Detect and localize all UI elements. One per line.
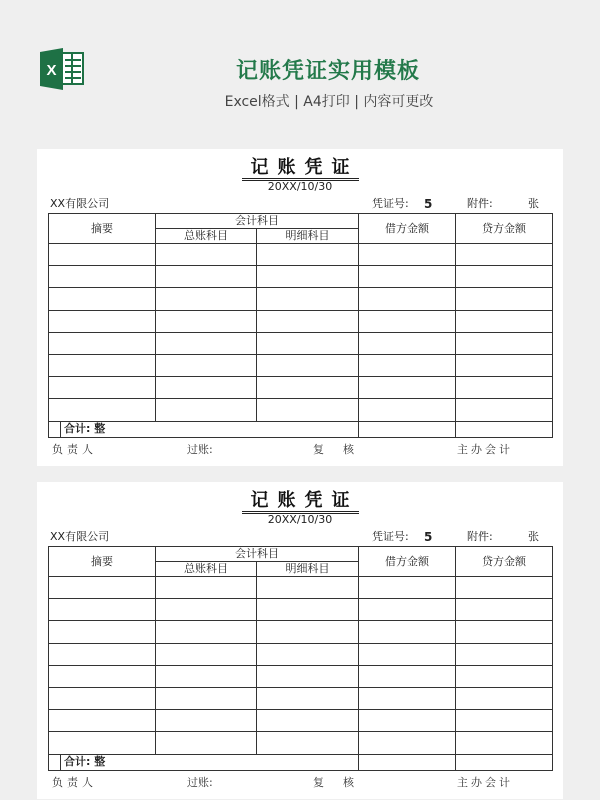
company-name: XX有限公司 <box>50 197 110 210</box>
total-debit[interactable] <box>359 754 456 770</box>
cell-detail-account[interactable] <box>257 310 359 332</box>
col-header-account-subject: 会计科目 <box>156 214 359 229</box>
cell-detail-account[interactable] <box>257 687 359 709</box>
footer-review-1: 复 <box>313 443 324 456</box>
cell-debit[interactable] <box>359 332 456 354</box>
cell-debit[interactable] <box>359 377 456 399</box>
cell-credit[interactable] <box>456 577 553 599</box>
attachment-label: 附件: <box>467 530 493 543</box>
cell-summary[interactable] <box>49 643 156 665</box>
cell-detail-account[interactable] <box>257 399 359 421</box>
voucher-no-value: 5 <box>424 530 433 544</box>
cell-detail-account[interactable] <box>257 332 359 354</box>
cell-credit[interactable] <box>456 288 553 310</box>
cell-debit[interactable] <box>359 354 456 376</box>
company-name: XX有限公司 <box>50 530 110 543</box>
cell-credit[interactable] <box>456 399 553 421</box>
cell-general-ledger[interactable] <box>156 621 257 643</box>
cell-debit[interactable] <box>359 643 456 665</box>
voucher-table <box>48 213 553 438</box>
cell-general-ledger[interactable] <box>156 244 257 266</box>
col-header-credit: 贷方金额 <box>456 547 553 577</box>
table-row <box>49 621 553 643</box>
total-credit[interactable] <box>456 421 553 437</box>
cell-summary[interactable] <box>49 687 156 709</box>
footer-review-2: 核 <box>343 776 354 789</box>
cell-summary[interactable] <box>49 244 156 266</box>
cell-debit[interactable] <box>359 710 456 732</box>
voucher-date: 20XX/10/30 <box>267 180 333 193</box>
cell-summary[interactable] <box>49 310 156 332</box>
cell-credit[interactable] <box>456 332 553 354</box>
cell-credit[interactable] <box>456 354 553 376</box>
col-header-general-ledger: 总账科目 <box>156 562 257 577</box>
footer-chief-accountant: 主办会计 <box>457 776 513 789</box>
col-header-general-ledger: 总账科目 <box>156 229 257 244</box>
page-subtitle: Excel格式 | A4打印 | 内容可更改 <box>224 94 434 110</box>
col-header-debit: 借方金额 <box>359 214 456 244</box>
table-row <box>49 577 553 599</box>
cell-credit[interactable] <box>456 621 553 643</box>
footer-review-2: 核 <box>343 443 354 456</box>
cell-general-ledger[interactable] <box>156 665 257 687</box>
table-row <box>49 332 553 354</box>
total-row <box>49 754 553 770</box>
cell-debit[interactable] <box>359 577 456 599</box>
cell-detail-account[interactable] <box>257 643 359 665</box>
cell-general-ledger[interactable] <box>156 732 257 754</box>
total-label-cell <box>49 421 359 437</box>
cell-credit[interactable] <box>456 643 553 665</box>
cell-credit[interactable] <box>456 665 553 687</box>
voucher-date: 20XX/10/30 <box>267 513 333 526</box>
cell-summary[interactable] <box>49 599 156 621</box>
table-row <box>49 599 553 621</box>
cell-debit[interactable] <box>359 732 456 754</box>
cell-detail-account[interactable] <box>257 577 359 599</box>
voucher-no-label: 凭证号: <box>372 530 409 543</box>
cell-debit[interactable] <box>359 687 456 709</box>
cell-detail-account[interactable] <box>257 244 359 266</box>
table-row <box>49 354 553 376</box>
cell-general-ledger[interactable] <box>156 643 257 665</box>
cell-detail-account[interactable] <box>257 377 359 399</box>
voucher-no-label: 凭证号: <box>372 197 409 210</box>
voucher-title: 记账凭证 <box>242 158 359 181</box>
col-header-debit: 借方金额 <box>359 547 456 577</box>
cell-detail-account[interactable] <box>257 665 359 687</box>
cell-detail-account[interactable] <box>257 710 359 732</box>
col-header-account-subject: 会计科目 <box>156 547 359 562</box>
cell-summary[interactable] <box>49 665 156 687</box>
cell-credit[interactable] <box>456 687 553 709</box>
cell-summary[interactable] <box>49 332 156 354</box>
cell-credit[interactable] <box>456 244 553 266</box>
footer-posting: 过账: <box>187 443 213 456</box>
cell-general-ledger[interactable] <box>156 577 257 599</box>
cell-detail-account[interactable] <box>257 288 359 310</box>
cell-credit[interactable] <box>456 599 553 621</box>
voucher-title: 记账凭证 <box>242 491 359 514</box>
cell-general-ledger[interactable] <box>156 288 257 310</box>
svg-text:X: X <box>46 62 57 79</box>
total-row <box>49 421 553 437</box>
cell-summary[interactable] <box>49 288 156 310</box>
cell-debit[interactable] <box>359 310 456 332</box>
cell-debit[interactable] <box>359 288 456 310</box>
cell-credit[interactable] <box>456 377 553 399</box>
cell-general-ledger[interactable] <box>156 377 257 399</box>
voucher-table <box>48 546 553 771</box>
cell-general-ledger[interactable] <box>156 310 257 332</box>
total-stub-cell <box>49 755 61 770</box>
table-row <box>49 687 553 709</box>
voucher-card <box>37 149 563 466</box>
total-credit[interactable] <box>456 754 553 770</box>
footer-posting: 过账: <box>187 776 213 789</box>
cell-debit[interactable] <box>359 621 456 643</box>
col-header-credit: 贷方金额 <box>456 214 553 244</box>
total-label: 合计: 整 <box>64 755 106 768</box>
col-header-summary: 摘要 <box>49 214 156 244</box>
table-row <box>49 288 553 310</box>
cell-general-ledger[interactable] <box>156 266 257 288</box>
footer-review-1: 复 <box>313 776 324 789</box>
total-label-cell <box>49 754 359 770</box>
cell-general-ledger[interactable] <box>156 599 257 621</box>
cell-summary[interactable] <box>49 266 156 288</box>
total-label: 合计: 整 <box>64 422 106 435</box>
cell-general-ledger[interactable] <box>156 332 257 354</box>
total-stub-cell <box>49 422 61 437</box>
cell-debit[interactable] <box>359 266 456 288</box>
cell-detail-account[interactable] <box>257 732 359 754</box>
cell-debit[interactable] <box>359 244 456 266</box>
table-row <box>49 377 553 399</box>
total-debit[interactable] <box>359 421 456 437</box>
page-title: 记账凭证实用模板 <box>235 59 420 84</box>
cell-summary[interactable] <box>49 577 156 599</box>
col-header-detail-account: 明细科目 <box>257 562 359 577</box>
table-row <box>49 244 553 266</box>
cell-debit[interactable] <box>359 665 456 687</box>
table-row <box>49 732 553 754</box>
table-row <box>49 710 553 732</box>
cell-summary[interactable] <box>49 377 156 399</box>
cell-summary[interactable] <box>49 710 156 732</box>
footer-responsible: 负责人 <box>52 776 97 789</box>
table-row <box>49 310 553 332</box>
attachment-unit: 张 <box>528 197 539 210</box>
cell-debit[interactable] <box>359 399 456 421</box>
cell-detail-account[interactable] <box>257 599 359 621</box>
footer-chief-accountant: 主办会计 <box>457 443 513 456</box>
footer-responsible: 负责人 <box>52 443 97 456</box>
table-row <box>49 665 553 687</box>
cell-credit[interactable] <box>456 310 553 332</box>
cell-summary[interactable] <box>49 621 156 643</box>
cell-summary[interactable] <box>49 732 156 754</box>
cell-general-ledger[interactable] <box>156 399 257 421</box>
cell-detail-account[interactable] <box>257 354 359 376</box>
cell-credit[interactable] <box>456 266 553 288</box>
cell-detail-account[interactable] <box>257 266 359 288</box>
cell-general-ledger[interactable] <box>156 710 257 732</box>
table-row <box>49 266 553 288</box>
cell-summary[interactable] <box>49 354 156 376</box>
cell-detail-account[interactable] <box>257 621 359 643</box>
col-header-detail-account: 明细科目 <box>257 229 359 244</box>
cell-general-ledger[interactable] <box>156 354 257 376</box>
table-row <box>49 643 553 665</box>
col-header-summary: 摘要 <box>49 547 156 577</box>
voucher-card <box>37 482 563 799</box>
cell-credit[interactable] <box>456 732 553 754</box>
attachment-unit: 张 <box>528 530 539 543</box>
attachment-label: 附件: <box>467 197 493 210</box>
cell-debit[interactable] <box>359 599 456 621</box>
cell-general-ledger[interactable] <box>156 687 257 709</box>
cell-summary[interactable] <box>49 399 156 421</box>
cell-credit[interactable] <box>456 710 553 732</box>
table-row <box>49 399 553 421</box>
voucher-no-value: 5 <box>424 197 433 211</box>
